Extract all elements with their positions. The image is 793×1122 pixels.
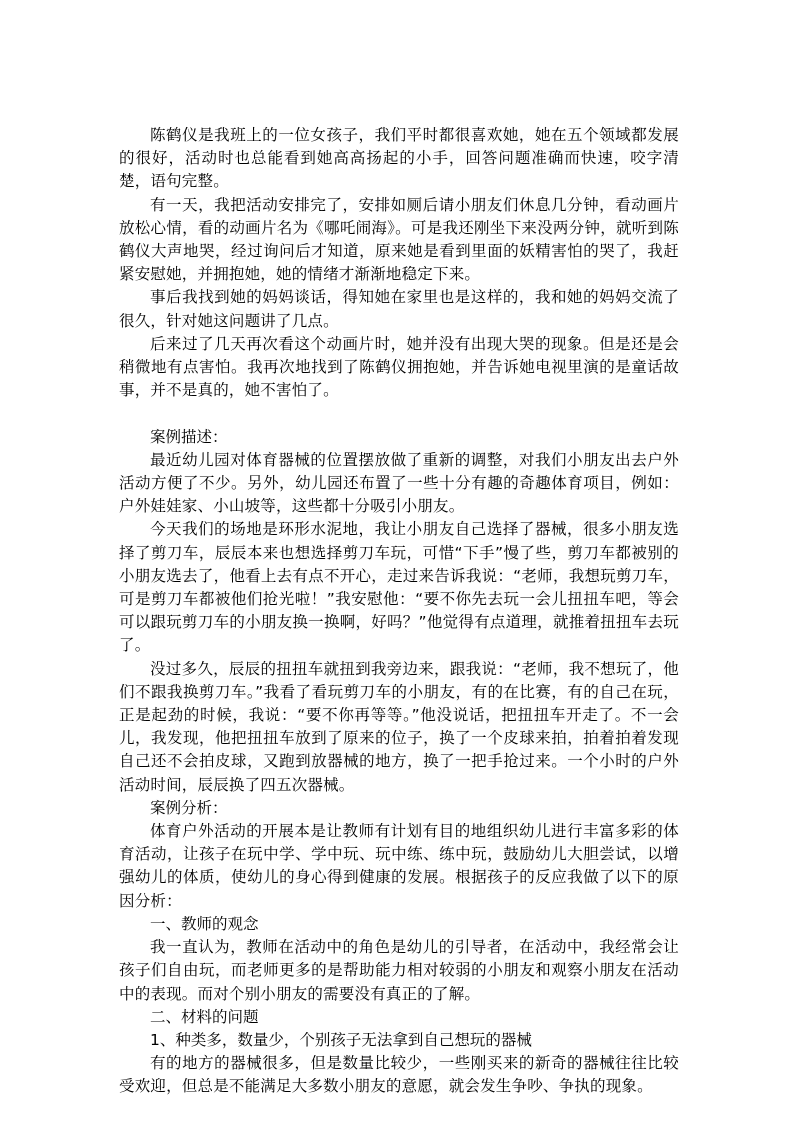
section-1-paragraph: 我一直认为，教师在活动中的角色是幼儿的引导者，在活动中，我经常会让孩子们自由玩，而老师更多的是帮助能力相对较弱的小朋友和观察小朋友在活动中的表现。而对个别小朋友的需要没有真正的了解。 bbox=[119, 938, 679, 1003]
section-2-heading: 二、材料的问题 bbox=[150, 1007, 259, 1026]
story-paragraph-3: 事后我找到她的妈妈谈话，得知她在家里也是这样的，我和她的妈妈交流了很久，针对她这问题讲了几点。 bbox=[119, 288, 679, 330]
case-analysis-heading: 案例分析： bbox=[150, 798, 228, 817]
case-description-paragraph-1: 最近幼儿园对体育器械的位置摆放做了重新的调整，对我们小朋友出去户外活动方便了不少。另外，幼儿园还布置了一些十分有趣的奇趣体育项目，例如：户外娃娃家、小山坡等，这些都十分吸引小朋友。 bbox=[119, 450, 679, 516]
story-paragraph-2: 有一天，我把活动安排完了，安排如厕后请小朋友们休息几分钟，看动画片放松心情，看的动画片名为《哪吒闹海》。可是我还刚坐下来没两分钟，就听到陈鹤仪大声地哭，经过询问后才知道，原来她是看到里面的妖精害怕的哭了，我赶紧安慰她，并拥抱她，她的情绪才渐渐地稳定下来。 bbox=[119, 195, 679, 284]
section-2-subheading: 1、种类多，数量少，个别孩子无法拿到自己想玩的器械 bbox=[150, 1030, 532, 1049]
section-2-paragraph: 有的地方的器械很多，但是数量比较少，一些刚买来的新奇的器械往往比较受欢迎，但总是不能满足大多数小朋友的意愿，就会发生争吵、争执的现象。 bbox=[119, 1054, 679, 1096]
case-description-paragraph-2: 今天我们的场地是环形水泥地，我让小朋友自己选择了器械，很多小朋友选择了剪刀车，辰辰本来也想选择剪刀车玩，可惜“下手”慢了些，剪刀车都被别的小朋友选去了，他看上去有点不开心，走过来告诉我说：“老师，我想玩剪刀车，可是剪刀车都被他们抢光啦！”我安慰他：“要不你先去玩一会儿扭扭车吧，等会可以跟玩剪刀车的小朋友换一换啊，好吗？”他觉得有点道理，就推着扭扭车去玩了。 bbox=[119, 520, 679, 655]
case-description-heading: 案例描述： bbox=[150, 427, 228, 446]
section-1-heading: 一、教师的观念 bbox=[150, 914, 259, 933]
story-paragraph-4: 后来过了几天再次看这个动画片时，她并没有出现大哭的现象。但是还是会稍微地有点害怕。我再次地找到了陈鹤仪拥抱她，并告诉她电视里演的是童话故事，并不是真的，她不害怕了。 bbox=[119, 334, 679, 400]
case-analysis-paragraph: 体育户外活动的开展本是让教师有计划有目的地组织幼儿进行丰富多彩的体育活动，让孩子在玩中学、学中玩、玩中练、练中玩，鼓励幼儿大胆尝试，以增强幼儿的体质，使幼儿的身心得到健康的发展。根据孩子的反应我做了以下的原因分析： bbox=[119, 822, 679, 910]
blank-line bbox=[119, 402, 679, 425]
case-description-paragraph-3: 没过多久，辰辰的扭扭车就扭到我旁边来，跟我说：“老师，我不想玩了，他们不跟我换剪刀车。”我看了看玩剪刀车的小朋友，有的在比赛，有的自己在玩，正是起劲的时候，我说：“要不你再等等。”他没说话，把扭扭车开走了。不一会儿，我发现，他把扭扭车放到了原来的位子，换了一个皮球来拍，拍着拍着发现自己还不会拍皮球，又跑到放器械的地方，换了一把手抢过来。一个小时的户外活动时间，辰辰换了四五次器械。 bbox=[119, 659, 679, 794]
document-page bbox=[119, 124, 679, 1099]
story-paragraph-1: 陈鹤仪是我班上的一位女孩子，我们平时都很喜欢她，她在五个领域都发展的很好，活动时也总能看到她高高扬起的小手，回答问题准确而快速，咬字清楚，语句完整。 bbox=[119, 126, 679, 191]
